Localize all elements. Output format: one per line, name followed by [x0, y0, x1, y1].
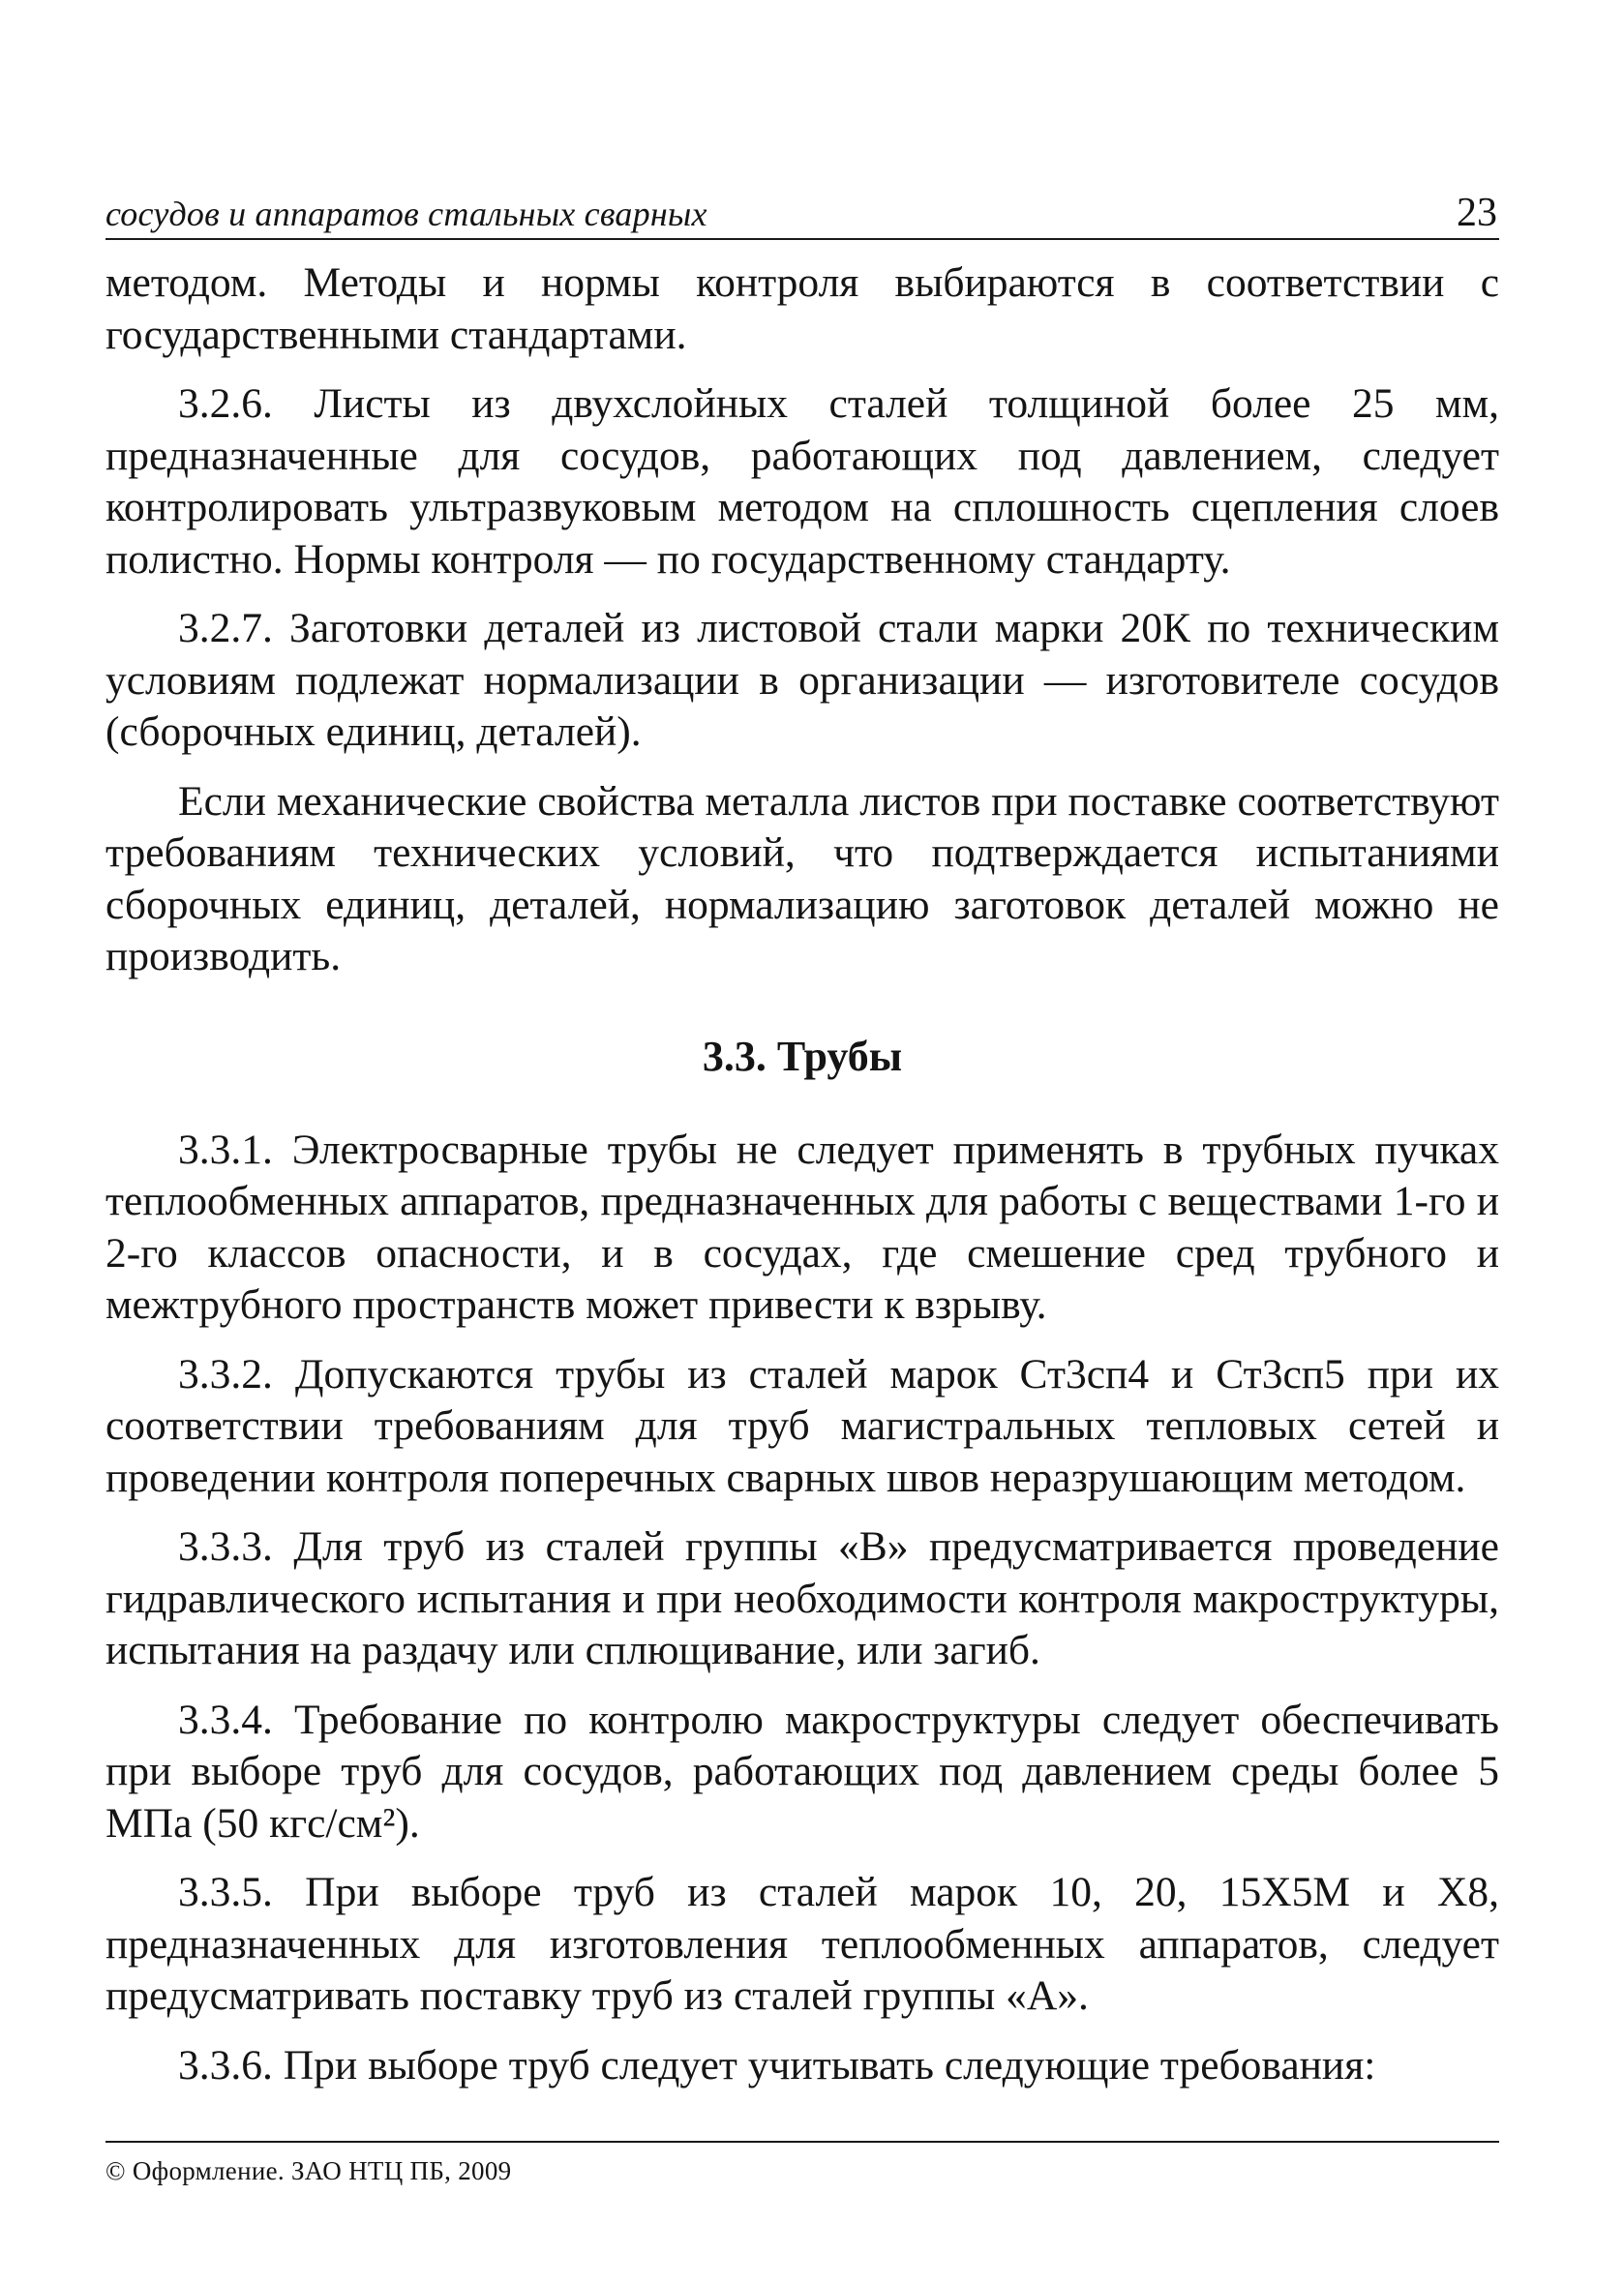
- paragraph-gap: [105, 361, 1499, 378]
- paragraph-3-3-4: 3.3.4. Требование по контролю макроструктуры следует обеспечивать при выборе труб для сосудов, работающих под давлением среды более 5 МПа (50 кгс/см²).: [105, 1696, 1499, 1847]
- paragraph-gap: [105, 2023, 1499, 2040]
- paragraph-continuation: методом. Методы и нормы контроля выбираются в соответствии с государственными стандартами.: [105, 259, 1499, 358]
- footer-divider: [105, 2141, 1499, 2143]
- document-page: [105, 0, 1499, 2285]
- paragraph-gap: [105, 586, 1499, 603]
- paragraph-gap: [105, 1849, 1499, 1867]
- paragraph-3-3-1: 3.3.1. Электросварные трубы не следует применять в трубных пучках теплообменных аппаратов, предназначенных для работы с веществами 1-го и 2-го классов опасности, и в сосудах, где смешение сред трубного и межтрубного пространств может привести к взрыву.: [105, 1126, 1499, 1328]
- paragraph-3-3-3: 3.3.3. Для труб из сталей группы «В» предусматривается проведение гидравлического испытания и при необходимости контроля макроструктуры, испытания на раздачу или сплющивание, или загиб.: [105, 1523, 1499, 1673]
- paragraph-3-3-6: 3.3.6. При выборе труб следует учитывать следующие требования:: [178, 2041, 1376, 2089]
- footer-copyright: © Оформление. ЗАО НТЦ ПБ, 2009: [105, 2156, 512, 2185]
- paragraph-3-2-6: 3.2.6. Листы из двухслойных сталей толщиной более 25 мм, предназначенные для сосудов, работающих под давлением, следует контролировать ультразвуковым методом на сплошность сцепления слоев полистно. Нормы контроля — по государственному стандарту.: [105, 380, 1499, 583]
- paragraph-normalization-note: Если механические свойства металла листов при поставке соответствуют требованиям технических условий, что подтверждается испытаниями сборочных единиц, деталей, нормализацию заготовок деталей можно не производить.: [105, 777, 1499, 979]
- paragraph-gap: [105, 1504, 1499, 1521]
- paragraph-3-2-7: 3.2.7. Заготовки деталей из листовой стали марки 20К по техническим условиям подлежат нормализации в организации — изготовителе сосудов (сборочных единиц, деталей).: [105, 605, 1499, 755]
- paragraph-gap: [105, 1677, 1499, 1695]
- running-title: сосудов и аппаратов стальных сварных: [105, 195, 707, 233]
- paragraph-3-3-2: 3.3.2. Допускаются трубы из сталей марок Ст3сп4 и Ст3сп5 при их соответствии требованиям для труб магистральных тепловых сетей и проведении контроля поперечных сварных швов неразрушающим методом.: [105, 1350, 1499, 1501]
- page-number: 23: [1457, 191, 1497, 235]
- paragraph-gap: [105, 759, 1499, 776]
- page-body: [105, 257, 1499, 2091]
- section-title: 3.3. Трубы: [702, 1032, 903, 1080]
- paragraph-3-3-5: 3.3.5. При выборе труб из сталей марок 10, 20, 15Х5М и Х8, предназначенных для изготовления теплообменных аппаратов, следует предусматривать поставку труб из сталей группы «А».: [105, 1869, 1499, 2019]
- running-header: [105, 190, 1499, 240]
- paragraph-gap: [105, 1332, 1499, 1349]
